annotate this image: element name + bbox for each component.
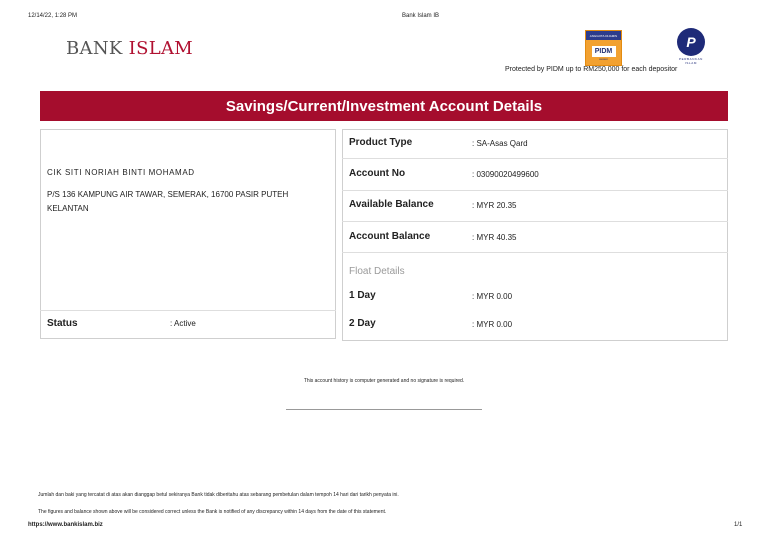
pidm-badge-tag: MEMBER (599, 59, 608, 61)
available-balance-label: Available Balance (349, 199, 434, 210)
print-datetime: 12/14/22, 1:28 PM (28, 13, 78, 19)
status-label: Status (47, 318, 78, 329)
account-no-value: : 03090020499600 (472, 170, 539, 179)
page-title: Savings/Current/Investment Account Details (40, 91, 728, 121)
row-divider (342, 190, 728, 191)
account-balance-label: Account Balance (349, 231, 431, 242)
pidm-badge-top: ANGGOTA DIJAMIN (586, 31, 621, 40)
customer-info-panel (40, 129, 336, 339)
pidm-badge-label: PIDM (592, 46, 616, 57)
product-type-label: Product Type (349, 137, 413, 148)
disclaimer-english: The figures and balance shown above will be considered correct unless the Bank is notified of any discrepancy within 14 days from the date of this statement. (38, 509, 387, 515)
row-divider (342, 221, 728, 222)
perbankan-line1: PERBANKAN (679, 57, 703, 61)
status-value: : Active (170, 319, 196, 328)
perbankan-mark-icon: P (677, 28, 705, 56)
one-day-value: : MYR 0.00 (472, 292, 513, 301)
print-page-title: Bank Islam IB (402, 13, 440, 19)
row-divider (342, 252, 728, 253)
account-no-label: Account No (349, 168, 406, 179)
signature-line (286, 409, 482, 410)
float-details-heading: Float Details (349, 266, 405, 277)
pidm-badge-icon (585, 30, 622, 66)
product-type-value: : SA-Asas Qard (472, 139, 528, 148)
disclaimer-malay: Jumlah dan baki yang tercatat di atas akan dianggap betul sekiranya Bank tidak diberitahu atas sebarang pembetulan dalam tempoh 14 hari dari tarikh penyata ini. (38, 492, 399, 498)
customer-divider (40, 310, 336, 311)
perbankan-islam-logo (664, 28, 718, 68)
perbankan-line2: ISLAM (684, 61, 697, 65)
computer-generated-note: This account history is computer generated and no signature is required. (303, 378, 465, 384)
logo-text-accent: ISLAM (128, 38, 193, 59)
two-day-label: 2 Day (349, 318, 376, 329)
print-footer-page: 1/1 (734, 522, 743, 528)
customer-address: P/S 136 KAMPUNG AIR TAWAR, SEMERAK, 16700 PASIR PUTEH KELANTAN (47, 190, 289, 213)
row-divider (342, 158, 728, 159)
available-balance-value: : MYR 20.35 (472, 201, 517, 210)
customer-name: CIK SITI NORIAH BINTI MOHAMAD (47, 168, 195, 177)
print-footer-url: https://www.bankislam.biz (28, 522, 103, 528)
two-day-value: : MYR 0.00 (472, 320, 513, 329)
logo-text-main: BANK (66, 38, 123, 59)
account-balance-value: : MYR 40.35 (472, 233, 517, 242)
pidm-protected-text: Protected by PIDM up to RM250,000 for each depositor (505, 66, 678, 73)
one-day-label: 1 Day (349, 290, 376, 301)
bank-islam-logo (66, 38, 193, 59)
